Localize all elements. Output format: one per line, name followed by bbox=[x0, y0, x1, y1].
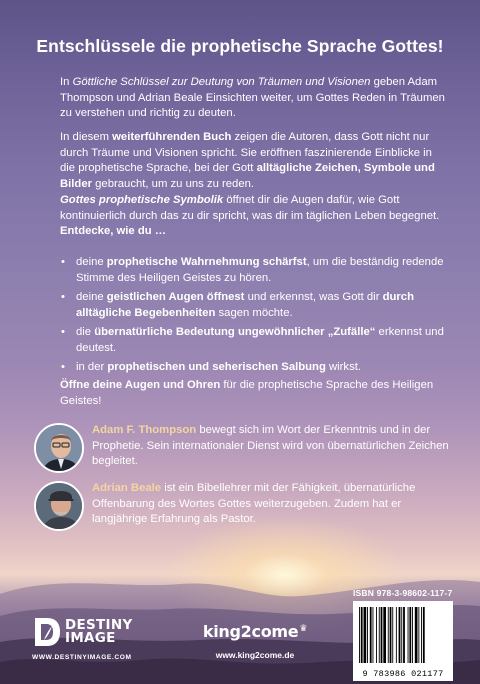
avatar bbox=[34, 423, 84, 473]
author-name: Adam F. Thompson bbox=[92, 424, 197, 436]
barcode-digits: 9 783986 021177 bbox=[362, 669, 444, 679]
closing-paragraph: Öffne deine Augen und Ohren für die prophetische Sprache des Heiligen Geistes! bbox=[60, 379, 434, 407]
list-item: • deine geistlichen Augen öffnest und erkennst, was Gott dir durch alltägliche Begebenheiten sagen möchte. bbox=[60, 290, 445, 321]
author-bio: Adrian Beale ist ein Bibellehrer mit der Fähigkeit, übernatürliche Offenbarung des Wortes Gottes weiterzugeben. Zudem hat er langjährige Erfahrung als Pastor. bbox=[92, 482, 416, 525]
destiny-image-logo: DESTINY IMAGE WWW.DESTINYIMAGE.COM bbox=[32, 616, 142, 661]
book-title-reference: Göttliche Schlüssel zur Deutung von Träumen und Visionen bbox=[72, 76, 371, 88]
headline: Entschlüssele die prophetische Sprache Gottes! bbox=[36, 36, 444, 56]
benefit-list bbox=[60, 255, 445, 380]
king2come-logo: king2come♛ www.king2come.de bbox=[200, 622, 310, 660]
author-name: Adrian Beale bbox=[92, 482, 162, 494]
list-item: • deine prophetische Wahrnehmung schärfst, um die beständig redende Stimme des Heiligen Geistes zu hören. bbox=[60, 255, 445, 286]
destiny-url: WWW.DESTINYIMAGE.COM bbox=[32, 654, 132, 661]
king2come-url: www.king2come.de bbox=[215, 650, 295, 660]
intro-paragraph-2: In diesem weiterführenden Buch zeigen die Autoren, dass Gott nicht nur durch Träume und Visionen spricht. Sie eröffnen faszinierende Einblicke in die prophetische Sprache, bei der Gott alltägliche Zeichen, Symbole und Bilder gebraucht, um zu uns zu reden. bbox=[60, 131, 435, 190]
intro-paragraph-3: Gottes prophetische Symbolik öffnet dir die Augen dafür, wie Gott kontinuierlich durch das zu dir spricht, was dir im täglichen Leben begegnet. Entdecke, wie du … bbox=[60, 194, 440, 237]
crown-icon: ♛ bbox=[299, 623, 308, 634]
avatar bbox=[34, 481, 84, 531]
author-bio: Adam F. Thompson bewegt sich im Wort der Erkenntnis und in der Prophetie. Sein internationaler Dienst wird von übernatürlichen Zeichen begleitet. bbox=[92, 424, 449, 467]
isbn-label: ISBN 978-3-98602-117-7 bbox=[353, 588, 453, 598]
book-title: Gottes prophetische Symbolik bbox=[60, 194, 224, 206]
list-item: • die übernatürliche Bedeutung ungewöhnlicher „Zufälle“ erkennst und deutest. bbox=[60, 325, 445, 356]
barcode bbox=[353, 601, 453, 681]
list-item: • in der prophetischen und seherischen Salbung wirkst. bbox=[60, 360, 445, 376]
isbn-block bbox=[353, 588, 453, 681]
intro-paragraph-1: In Göttliche Schlüssel zur Deutung von Träumen und Visionen geben Adam Thompson und Adrian Beale Einsichten weiter, um Gottes Reden in Träumen zu verstehen und richtig zu deuten. bbox=[60, 76, 445, 119]
destiny-image-mark-icon bbox=[32, 616, 62, 648]
